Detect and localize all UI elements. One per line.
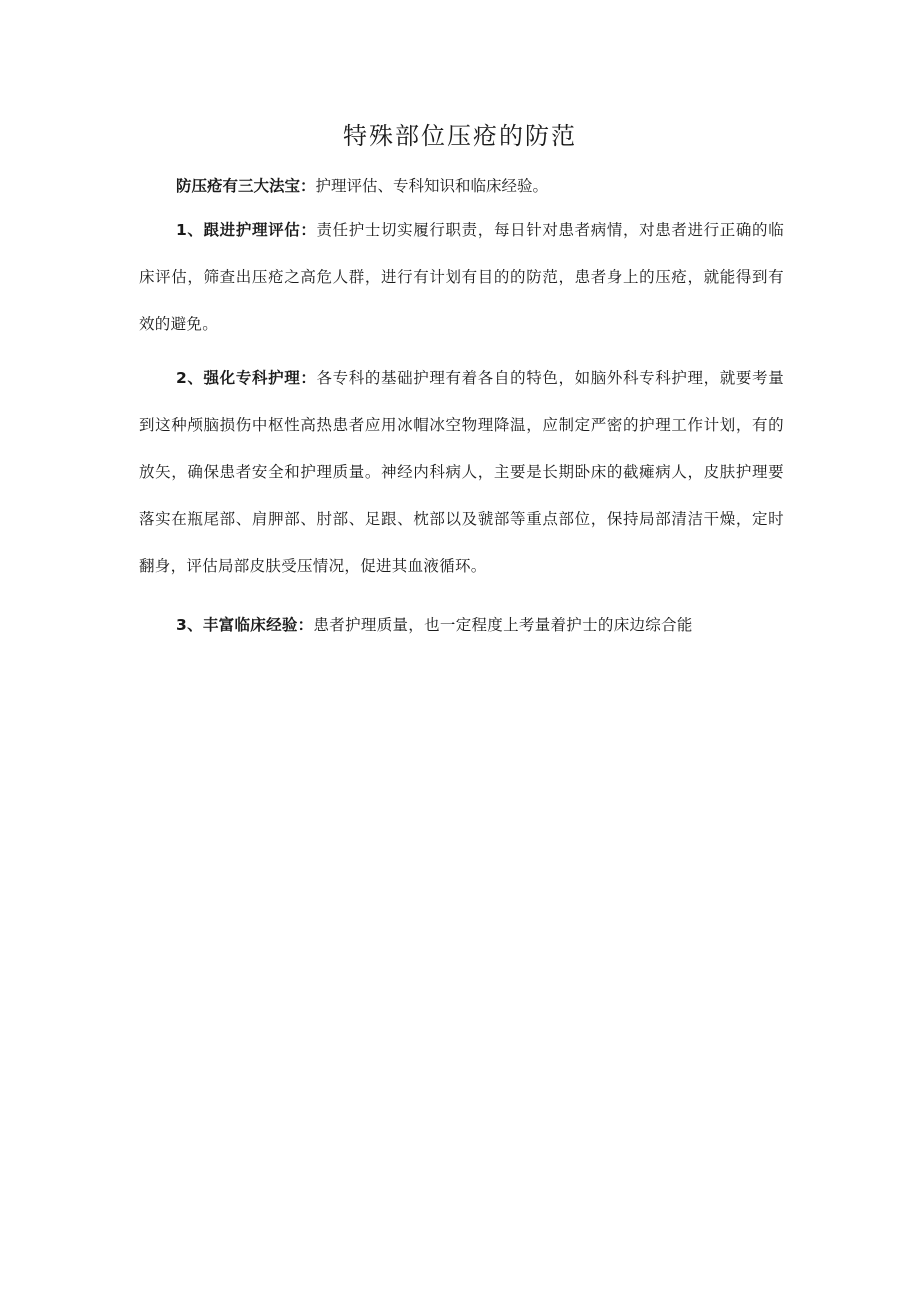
section-1-body: 责任护士切实履行职责，每日针对患者病情，对患者进行正确的临床评估，筛查出压疮之高危人群，进行有计划有目的的防范，患者身上的压疮，就能得到有效的避免。	[139, 221, 784, 333]
section-2-heading: 2、强化专科护理：	[176, 369, 317, 387]
intro-text: 护理评估、专科知识和临床经验。	[315, 177, 549, 195]
section-3-paragraph	[139, 602, 784, 649]
section-3-heading: 3、丰富临床经验：	[176, 616, 314, 634]
section-3-body: 患者护理质量，也一定程度上考量着护士的床边综合能	[313, 616, 693, 634]
intro-line	[176, 173, 548, 199]
section-2-body: 各专科的基础护理有着各自的特色，如脑外科专科护理，就要考量到这种颅脑损伤中枢性高热患者应用冰帽冰空物理降温，应制定严密的护理工作计划，有的放矢，确保患者安全和护理质量。神经内科病人，主要是长期卧床的截瘫病人，皮肤护理要落实在瓶尾部、肩胛部、肘部、足跟、枕部以及虢部等重点部位，保持局部清洁干燥，定时翻身，评估局部皮肤受压情况，促进其血液循环。	[139, 369, 784, 575]
section-2-paragraph	[139, 355, 784, 590]
intro-lead: 防压疮有三大法宝：	[176, 177, 316, 195]
page-title: 特殊部位压疮的防范	[343, 122, 577, 150]
section-1-heading: 1、跟进护理评估：	[176, 221, 317, 239]
section-1-paragraph	[139, 207, 784, 348]
